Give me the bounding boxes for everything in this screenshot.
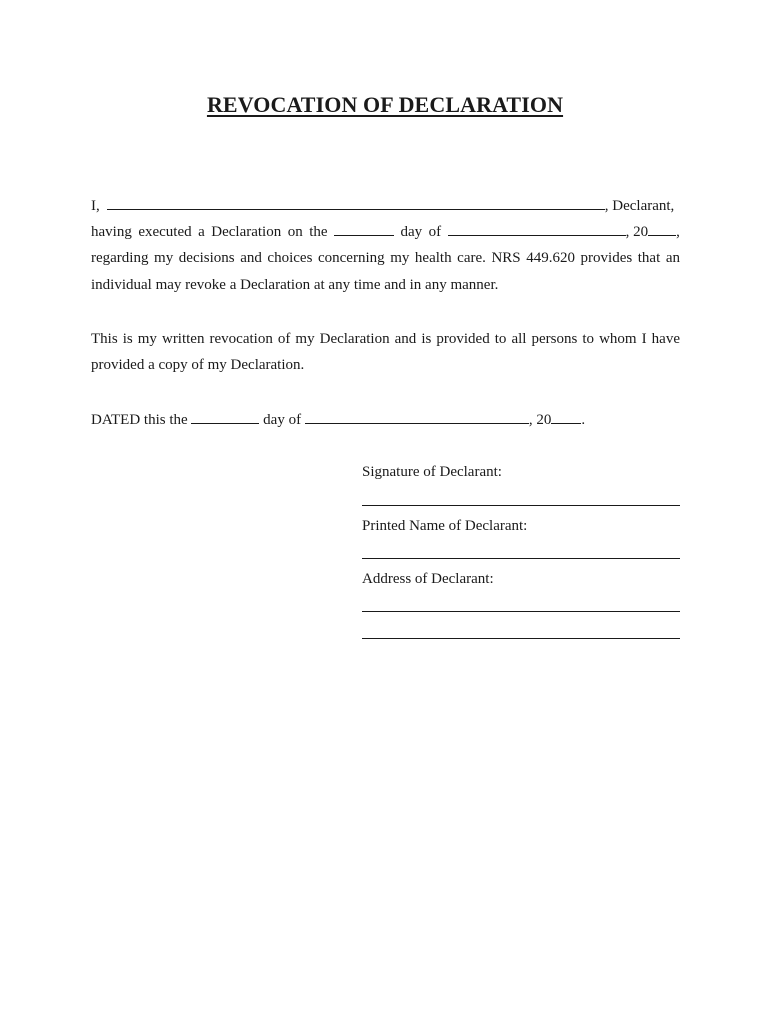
declaration-month-group: [448, 221, 680, 242]
word: executed: [138, 224, 192, 240]
word: a: [198, 224, 205, 240]
document-title: REVOCATION OF DECLARATION: [206, 92, 564, 117]
word: on: [287, 224, 303, 240]
printed-name-line[interactable]: [362, 558, 680, 559]
signature-line[interactable]: [362, 505, 680, 506]
declaration-year-blank[interactable]: [648, 221, 676, 236]
dated-day-blank[interactable]: [191, 409, 259, 424]
dated-year-blank[interactable]: [551, 409, 581, 424]
word: having: [91, 224, 132, 240]
address-label: Address of Declarant:: [362, 571, 494, 587]
declaration-month-blank[interactable]: [448, 221, 626, 236]
declarant-prefix: I,: [91, 198, 100, 214]
dated-day-of: day of: [263, 412, 302, 428]
declarant-suffix: , Declarant,: [604, 198, 675, 214]
year-prefix: , 20: [625, 224, 649, 240]
paragraph-line: provided a copy of my Declaration.: [91, 357, 305, 373]
word: the: [309, 224, 328, 240]
paragraph-line: individual may revoke a Declaration at any time and in any manner.: [91, 277, 499, 293]
declarant-line: [91, 195, 680, 216]
address-line-2[interactable]: [362, 638, 680, 639]
year-suffix: ,: [676, 224, 680, 240]
address-line-1[interactable]: [362, 611, 680, 612]
word: day: [400, 224, 423, 240]
declaration-day-blank[interactable]: [334, 221, 394, 236]
dated-suffix: .: [581, 412, 586, 428]
dated-month-blank[interactable]: [305, 409, 529, 424]
word: of: [428, 224, 442, 240]
dated-prefix: DATED this the: [91, 412, 188, 428]
declarant-name-blank[interactable]: [107, 195, 605, 210]
signature-label: Signature of Declarant:: [362, 464, 502, 480]
dated-year-prefix: , 20: [528, 412, 552, 428]
paragraph-line: This is my written revocation of my Declaration and is provided to all persons to whom I have: [91, 331, 680, 347]
word: Declaration: [211, 224, 282, 240]
declaration-date-line: [91, 221, 680, 242]
paragraph-line: regarding my decisions and choices concerning my health care. NRS 449.620 provides that an: [91, 250, 680, 266]
printed-name-label: Printed Name of Declarant:: [362, 518, 528, 534]
dated-line: [91, 409, 680, 430]
